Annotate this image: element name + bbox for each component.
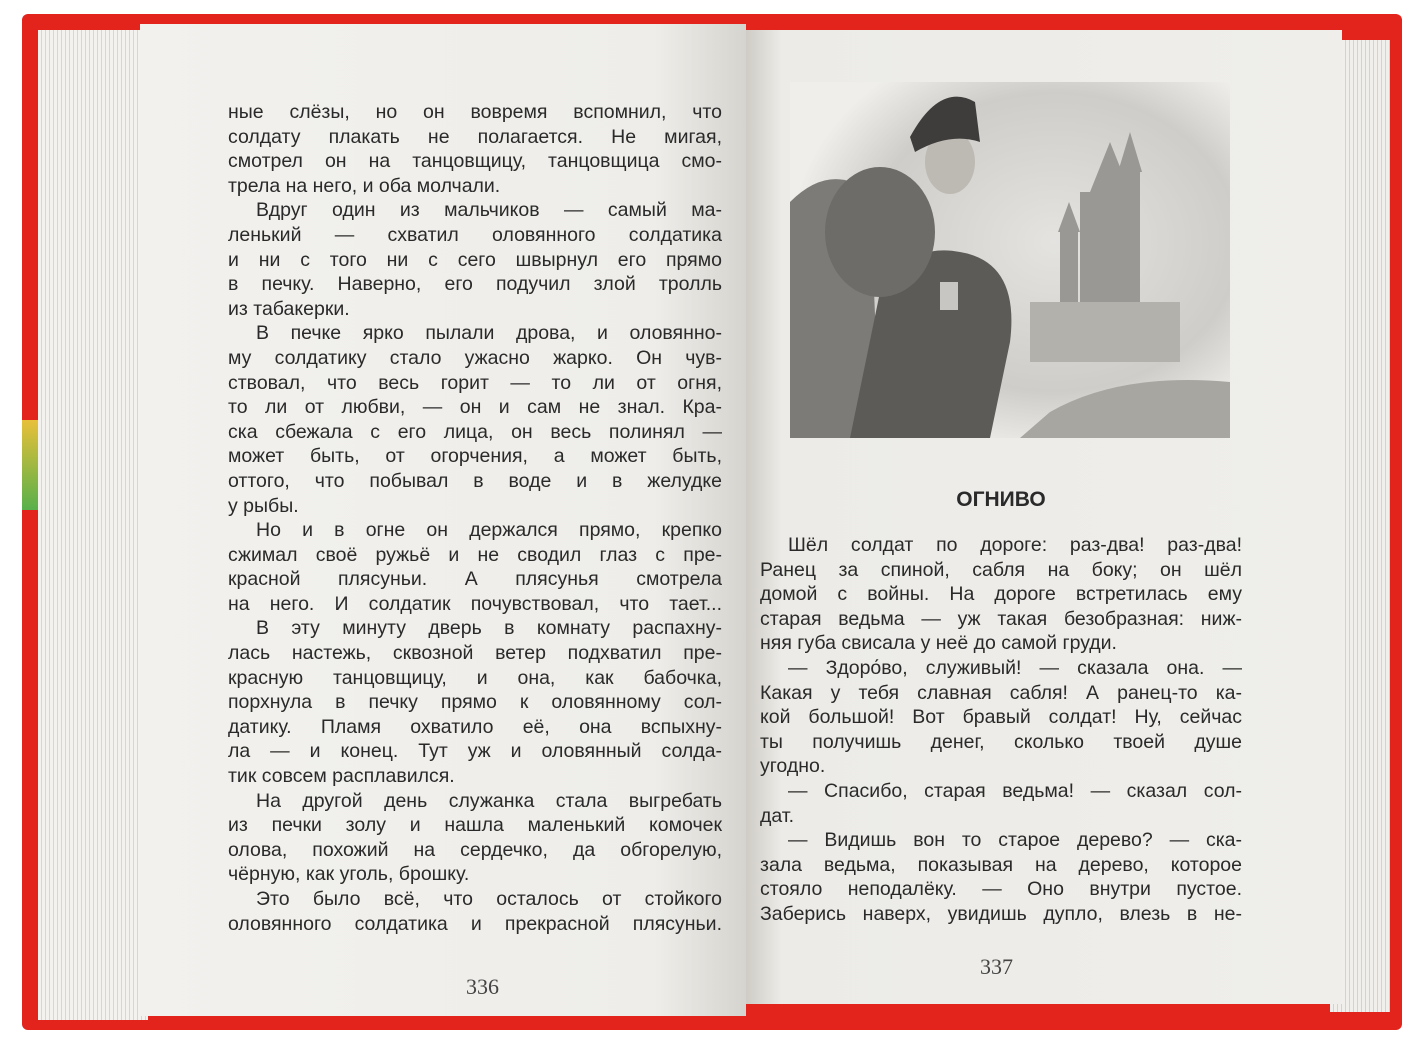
text-line: олова, похожий на сердечко, да обгорелую, xyxy=(228,838,722,861)
text-line: ла — и конец. Тут уж и оловянный солда- xyxy=(228,740,722,763)
text-line: домой с войны. На дороге встретилась ему xyxy=(760,583,1242,606)
text-line: чёрную, как уголь, брошку. xyxy=(228,863,470,886)
text-line: солдату плакать не полагается. Не мигая, xyxy=(228,125,722,148)
text-line: тик совсем расплавился. xyxy=(228,765,455,788)
text-line: Но и в огне он держался прямо, крепко xyxy=(256,519,722,542)
text-line: датику. Пламя охватило её, она вспыхну- xyxy=(228,715,722,738)
text-line: у рыбы. xyxy=(228,494,299,517)
text-line: ные слёзы, но он вовремя вспомнил, что xyxy=(228,101,722,123)
text-line: В печке ярко пылали дрова, и оловянно- xyxy=(256,322,722,345)
text-line: красной плясуньи. А плясунья смотрела xyxy=(228,568,722,591)
text-line: — Видишь вон то старое дерево? — ска- xyxy=(788,829,1242,852)
text-line: Это было всё, что осталось от стойкого xyxy=(256,888,722,910)
text-line: стояло неподалёку. — Оно внутри пустое. xyxy=(760,878,1242,901)
text-line: оттого, что побывал в воде и в желудке xyxy=(228,469,722,492)
text-line: угодно. xyxy=(760,755,826,778)
text-line: дат. xyxy=(760,804,794,827)
text-line: из печки золу и нашла маленький комочек xyxy=(228,814,722,837)
text-line: на него. И солдатик почувствовал, что тает... xyxy=(228,592,722,615)
right-page-number: 337 xyxy=(980,954,1013,979)
text-line: и ни с того ни с сего швырнул его прямо xyxy=(228,248,722,271)
text-line: ты получишь денег, сколько твоей душе xyxy=(760,730,1242,753)
text-line: может быть, от огорчения, а может быть, xyxy=(228,445,722,468)
text-line: Шёл солдат по дороге: раз-два! раз-два! xyxy=(788,534,1242,556)
left-page-text xyxy=(228,100,722,936)
text-line: — Здоро́во, служивый! — сказала она. — xyxy=(788,656,1242,679)
right-page-text xyxy=(760,533,1242,927)
text-line: старая ведьма — уж такая безобразная: ниж- xyxy=(760,607,1242,630)
text-line: Заберись наверх, увидишь дупло, влезь в не- xyxy=(760,902,1242,925)
text-line: В эту минуту дверь в комнату распахну- xyxy=(256,617,722,640)
text-line: — Спасибо, старая ведьма! — сказал сол- xyxy=(788,779,1242,802)
left-page-number: 336 xyxy=(466,974,499,999)
text-line: красную танцовщицу, и она, как бабочка, xyxy=(228,666,722,689)
soldier-castle-illustration xyxy=(790,82,1230,438)
text-line: Какая у тебя славная сабля! А ранец-то ка- xyxy=(760,681,1242,704)
text-line: смотрел он на танцовщицу, танцовщица смо- xyxy=(228,150,722,173)
text-line: в печку. Наверно, его подучил злой тролль xyxy=(228,273,722,296)
text-line: сжимал своё ружьё и не сводил глаз с пре- xyxy=(228,543,722,566)
text-line: Ранец за спиной, сабля на боку; он шёл xyxy=(760,558,1242,581)
text-line: ска сбежала с его лица, он весь полинял — xyxy=(228,420,722,443)
text-line: из табакерки. xyxy=(228,297,350,320)
story-title: ОГНИВО xyxy=(956,488,1046,511)
text-line: порхнула в печку прямо к оловянному сол- xyxy=(228,691,722,714)
text-line: ленький — схватил оловянного солдатика xyxy=(228,223,722,246)
text-line: зала ведьма, показывая на дерево, которое xyxy=(760,853,1242,876)
text-line: му солдатику стало ужасно жарко. Он чув- xyxy=(228,346,722,369)
text-line: Вдруг один из мальчиков — самый ма- xyxy=(256,199,722,222)
text-line: няя губа свисала у неё до самой груди. xyxy=(760,632,1117,655)
page-stack-left xyxy=(38,30,148,1020)
text-line: оловянного солдатика и прекрасной плясуньи. xyxy=(228,912,722,935)
text-line: ствовал, что весь горит — то ли от огня, xyxy=(228,371,722,394)
text-line: На другой день служанка стала выгребать xyxy=(256,789,722,812)
text-line: то ли от любви, — он и сам не знал. Кра- xyxy=(228,396,722,419)
text-line: трела на него, и оба молчали. xyxy=(228,174,501,197)
text-line: кой большой! Вот бравый солдат! Ну, сейчас xyxy=(760,706,1242,729)
text-line: лась настежь, сквозной ветер подхватил пре- xyxy=(228,642,722,665)
